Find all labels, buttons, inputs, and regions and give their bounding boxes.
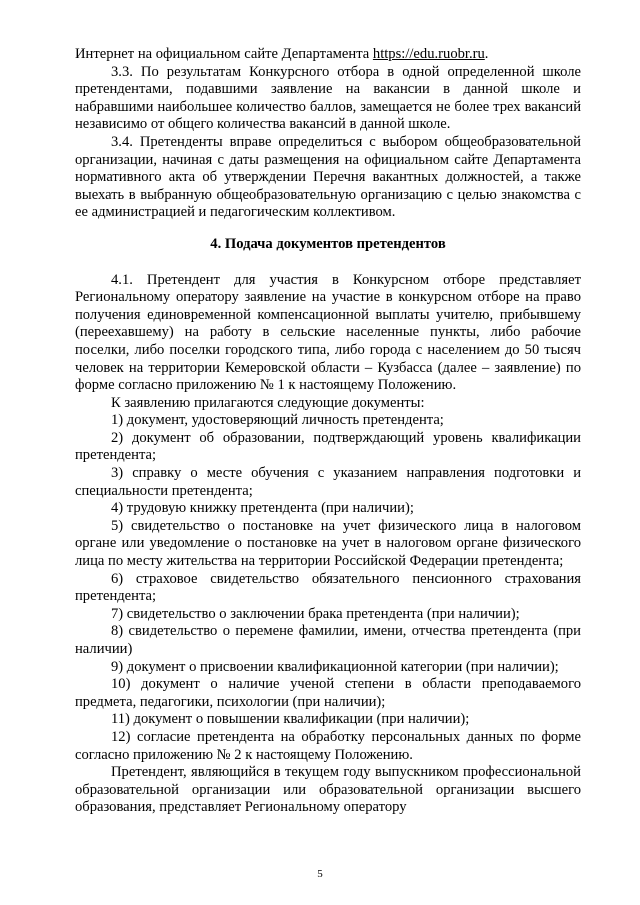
- list-item: 6) страховое свидетельство обязательного пенсионного страхования претендента;: [75, 570, 581, 605]
- list-item: 4) трудовую книжку претендента (при наличии);: [111, 500, 414, 517]
- graduate-paragraph: Претендент, являющийся в текущем году выпускником профессиональной образовательной организации или образовательной организации высшего образования, представляет Региональному оператору: [75, 764, 581, 816]
- page-number: 5: [317, 868, 323, 880]
- list-item: 5) свидетельство о постановке на учет физического лица в налоговом органе или уведомление о постановке на учет в налоговом органе физического лица по месту жительства на территории Российской Федерации претендента;: [75, 517, 581, 570]
- list-item: 11) документ о повышении квалификации (при наличии);: [111, 711, 470, 728]
- department-website-link[interactable]: https://edu.ruobr.ru: [372, 46, 485, 62]
- list-item: 10) документ о наличие ученой степени в области преподаваемого предмета, педагогики, психологии (при наличии);: [75, 676, 581, 710]
- paragraph-continuation: [75, 46, 581, 64]
- page-content: [75, 46, 581, 817]
- list-item: 9) документ о присвоении квалификационной категории (при наличии);: [111, 658, 559, 675]
- paragraph-3-4: 3.4. Претенденты вправе определиться с выбором общеобразовательной организации, начиная с даты размещения на официальном сайте Департамента нормативного акта об утверждении Перечня вакантных должностей, а также выехать в выбранную общеобразовательную организацию с целью знакомства с ее администрацией и педагогическим коллективом.: [75, 133, 581, 221]
- paragraph-4-1: 4.1. Претендент для участия в Конкурсном отборе представляет Региональному оператору заявление на участие в конкурсном отборе на право получения единовременной компенсационной выплаты учителю, прибывшему (переехавшему) на работу в сельские населенные пункты, либо рабочие поселки, либо поселки городского типа, либо города с населением до 50 тысяч человек на территории Кемеровской области – Кузбасса (далее – заявление) по форме согласно приложению № 1 к настоящему Положению.: [75, 271, 581, 394]
- paragraph-3-3: 3.3. По результатам Конкурсного отбора в одной определенной школе претендентами, подавшими заявление на вакансии в данной школе и набравшими наибольшее количество баллов, замещается не более трех вакансий независимо от общего количества вакансий в данной школе.: [75, 63, 581, 133]
- list-item: 7) свидетельство о заключении брака претендента (при наличии);: [111, 605, 520, 622]
- list-item: 12) согласие претендента на обработку персональных данных по форме согласно приложению № 2 к настоящему Положению.: [75, 728, 581, 763]
- continuation-end: .: [484, 46, 489, 62]
- continuation-text: Интернет на официальном сайте Департамента: [75, 46, 373, 62]
- section-heading: 4. Подача документов претендентов: [210, 235, 446, 252]
- list-item: 3) справку о месте обучения с указанием направления подготовки и специальности претендента;: [75, 465, 581, 499]
- list-item: 2) документ об образовании, подтверждающий уровень квалификации претендента;: [75, 429, 581, 464]
- list-item: 8) свидетельство о перемене фамилии, имени, отчества претендента (при наличии): [75, 623, 581, 657]
- list-item: 1) документ, удостоверяющий личность претендента;: [111, 412, 444, 429]
- documents-intro: К заявлению прилагаются следующие документы:: [111, 394, 425, 411]
